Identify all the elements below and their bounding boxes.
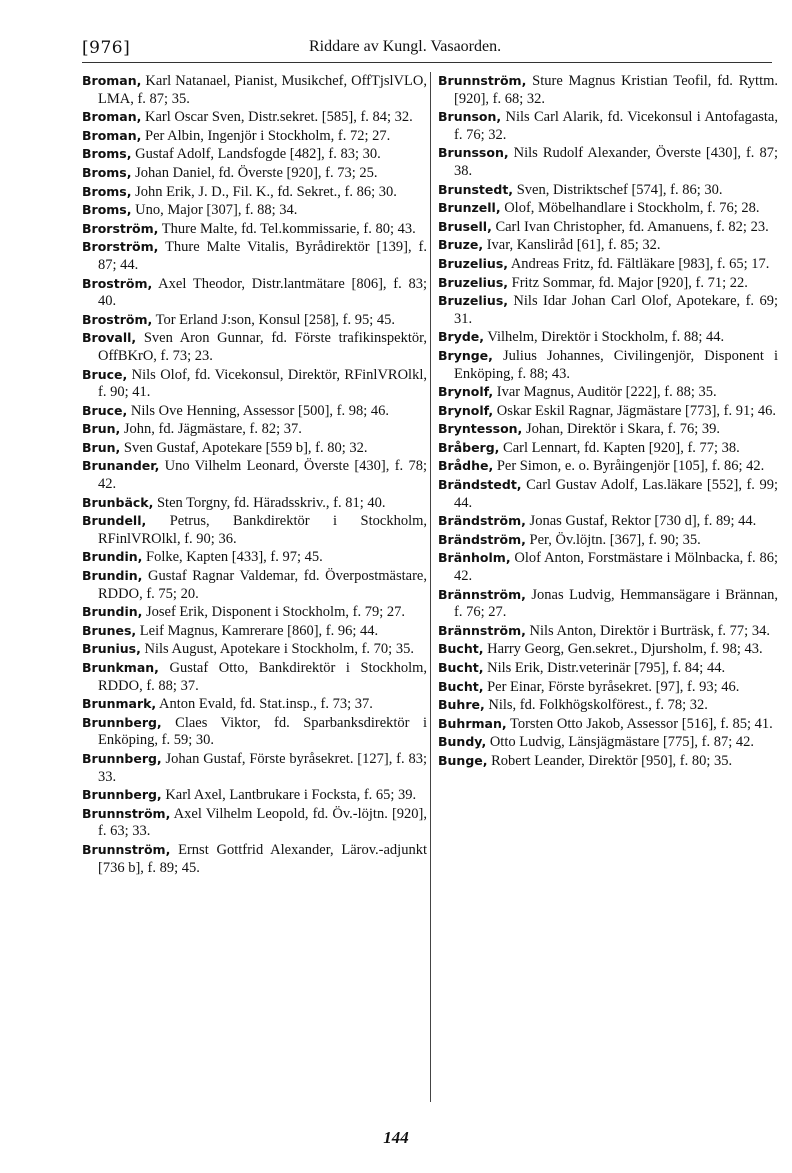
entry-details: Johan, Direktör i Skara, f. 76; 39. — [522, 421, 721, 438]
entry-details: Axel Vilhelm Leopold, fd. Öv.-löjtn. [920], f. 63; 33. — [98, 805, 427, 840]
register-entry — [438, 255, 778, 274]
register-entry — [82, 220, 427, 239]
entry-details: Karl Oscar Sven, Distr.sekret. [585], f. 84; 32. — [141, 109, 413, 126]
register-entry — [82, 311, 427, 330]
footer-page-number: 144 — [383, 1128, 409, 1147]
entry-surname: Brunzell, — [438, 200, 501, 216]
register-entry — [82, 145, 427, 164]
entry-surname: Broms, — [82, 164, 132, 180]
register-entry — [438, 218, 778, 237]
entry-details: Jonas Gustaf, Rektor [730 d], f. 89; 44. — [525, 513, 757, 530]
entry-details: Johan Daniel, fd. Överste [920], f. 73; 25. — [131, 164, 378, 181]
entry-surname: Brunnberg, — [82, 787, 162, 803]
register-entry — [438, 72, 778, 108]
entry-surname: Brundell, — [82, 513, 147, 529]
entry-details: Sture Magnus Kristian Teofil, fd. Ryttm. [920], f. 68; 32. — [454, 73, 778, 107]
register-entry — [438, 678, 778, 697]
entry-surname: Broman, — [82, 73, 142, 88]
entry-surname: Brunius, — [82, 641, 141, 657]
entry-details: John, fd. Jägmästare, f. 82; 37. — [120, 421, 302, 438]
entry-details: Olof, Möbelhandlare i Stockholm, f. 76; 28. — [500, 200, 760, 217]
register-entry — [82, 164, 427, 183]
register-entry — [82, 366, 427, 402]
entry-surname: Bucht, — [438, 641, 484, 657]
entry-details: Nils Rudolf Alexander, Överste [430], f. 87; 38. — [454, 145, 778, 179]
entry-details: Per Simon, e. o. Byråingenjör [105], f. 86; 42. — [493, 458, 765, 475]
entry-details: Oskar Eskil Ragnar, Jägmästare [773], f. 91; 46. — [493, 402, 777, 419]
entry-details: Olof Anton, Forstmästare i Mölnbacka, f. 86; 42. — [454, 550, 778, 585]
register-entry — [82, 548, 427, 567]
entry-surname: Brunander, — [82, 458, 160, 474]
entry-surname: Brynolf, — [438, 402, 494, 418]
register-entry — [82, 127, 427, 146]
entry-details: Per, Öv.löjtn. [367], f. 90; 35. — [525, 531, 701, 548]
entry-details: Axel Theodor, Distr.lantmätare [806], f. 83; 40. — [98, 275, 427, 310]
entry-details: Nils Ove Henning, Assessor [500], f. 98; 46. — [127, 402, 390, 419]
register-entry — [82, 841, 427, 877]
register-entry — [438, 439, 778, 458]
entry-details: Sven, Distriktschef [574], f. 86; 30. — [513, 181, 723, 198]
entry-details: Julius Johannes, Civilingenjör, Disponent i Enköping, f. 88; 43. — [454, 347, 778, 382]
entry-surname: Brunsson, — [438, 145, 509, 161]
entry-details: Karl Natanael, Pianist, Musikchef, OffTjslVLO, LMA, f. 87; 35. — [98, 73, 427, 107]
register-entry — [438, 752, 778, 771]
entry-details: Sten Torgny, fd. Häradsskriv., f. 81; 40. — [153, 494, 386, 511]
entry-details: Tor Erland J:son, Konsul [258], f. 95; 45. — [152, 311, 396, 328]
register-entry — [82, 201, 427, 220]
entry-details: Petrus, Bankdirektör i Stockholm, RFinlVROlkl, f. 90; 36. — [98, 513, 427, 547]
entry-surname: Bruce, — [82, 366, 128, 382]
entry-surname: Bruce, — [82, 402, 128, 418]
entry-details: Nils, fd. Folkhögskolförest., f. 78; 32. — [484, 697, 708, 714]
entry-surname: Brynolf, — [438, 384, 494, 400]
register-entry — [438, 457, 778, 476]
entry-details: Vilhelm, Direktör i Stockholm, f. 88; 44. — [484, 329, 725, 346]
register-entry — [438, 476, 778, 512]
entry-surname: Broms, — [82, 146, 132, 162]
register-entry — [82, 108, 427, 127]
register-entry — [438, 549, 778, 585]
register-entry — [438, 512, 778, 531]
entry-surname: Bryntesson, — [438, 421, 523, 437]
entry-details: Carl Gustav Adolf, Las.läkare [552], f. 99; 44. — [454, 477, 778, 511]
entry-details: Sven Aron Gunnar, fd. Förste trafikinspektör, OffBKrO, f. 73; 23. — [98, 330, 427, 364]
entry-details: Andreas Fritz, fd. Fältläkare [983], f. 65; 17. — [508, 255, 770, 272]
register-entry — [438, 292, 778, 328]
register-entry — [82, 695, 427, 714]
entry-surname: Bryde, — [438, 329, 485, 345]
register-entry — [82, 72, 427, 108]
entry-surname: Brynge, — [438, 347, 493, 363]
entry-surname: Brundin, — [82, 549, 143, 565]
register-entry — [438, 640, 778, 659]
entry-surname: Brorström, — [82, 220, 159, 236]
entry-surname: Brunbäck, — [82, 494, 154, 510]
register-entry — [82, 402, 427, 421]
entry-surname: Brunnström, — [438, 73, 527, 88]
entry-surname: Brännström, — [438, 622, 526, 638]
entry-details: John Erik, J. D., Fil. K., fd. Sekret., f. 86; 30. — [131, 183, 397, 200]
entry-surname: Brunnström, — [82, 805, 171, 821]
entry-details: Otto Ludvig, Länsjägmästare [775], f. 87; 42. — [486, 734, 754, 751]
entry-surname: Broström, — [82, 275, 153, 291]
entry-details: Thure Malte, fd. Tel.kommissarie, f. 80; 43. — [158, 220, 416, 237]
right-column — [438, 72, 778, 771]
register-entry — [82, 439, 427, 458]
register-entry — [82, 329, 427, 365]
entry-surname: Bruzelius, — [438, 274, 509, 290]
entry-surname: Brunmark, — [82, 696, 157, 712]
entry-surname: Bucht, — [438, 678, 484, 694]
register-entry — [438, 420, 778, 439]
entry-surname: Broms, — [82, 183, 132, 199]
register-entry — [82, 805, 427, 841]
register-entry — [438, 586, 778, 622]
entry-surname: Broman, — [82, 127, 142, 143]
entry-surname: Buhrman, — [438, 715, 507, 731]
entry-surname: Bränholm, — [438, 550, 511, 566]
two-column-register — [82, 72, 778, 1112]
entry-surname: Brovall, — [82, 330, 137, 346]
entry-details: Per Einar, Förste byråsekret. [97], f. 93; 46. — [483, 678, 740, 695]
register-entry — [82, 183, 427, 202]
entry-surname: Brorström, — [82, 239, 159, 255]
register-entry — [438, 383, 778, 402]
register-entry — [82, 512, 427, 548]
entry-details: Johan Gustaf, Förste byråsekret. [127], f. 83; 33. — [98, 750, 427, 785]
entry-details: Robert Leander, Direktör [950], f. 80; 35. — [487, 752, 733, 769]
column-divider — [430, 72, 431, 1102]
entry-surname: Buhre, — [438, 697, 485, 713]
entry-details: Ivar, Kanslіråd [61], f. 85; 32. — [483, 237, 661, 254]
register-entry — [438, 347, 778, 383]
entry-details: Claes Viktor, fd. Sparbanksdirektör i Enköping, f. 59; 30. — [98, 714, 427, 749]
entry-details: Leif Magnus, Kamrerare [860], f. 96; 44. — [136, 622, 379, 639]
entry-surname: Brunes, — [82, 622, 137, 638]
entry-details: Folke, Kapten [433], f. 97; 45. — [142, 549, 323, 566]
entry-details: Uno, Major [307], f. 88; 34. — [131, 202, 298, 219]
register-entry — [82, 420, 427, 439]
register-entry — [438, 733, 778, 752]
entry-details: Carl Lennart, fd. Kapten [920], f. 77; 38. — [499, 439, 740, 456]
entry-surname: Broman, — [82, 109, 142, 125]
entry-details: Uno Vilhelm Leonard, Överste [430], f. 78; 42. — [98, 458, 427, 493]
bracket-page-number: [976] — [82, 38, 131, 58]
entry-surname: Broström, — [82, 311, 153, 327]
entry-details: Josef Erik, Disponent i Stockholm, f. 79; 27. — [142, 604, 405, 621]
entry-surname: Brunkman, — [82, 660, 159, 675]
entry-details: Nils Olof, fd. Vicekonsul, Direktör, RFinlVROlkl, f. 90; 41. — [98, 366, 427, 401]
entry-details: Nils Erik, Distr.veterinär [795], f. 84; 44. — [483, 660, 726, 676]
register-entry — [438, 402, 778, 421]
register-entry — [438, 181, 778, 200]
register-entry — [82, 494, 427, 513]
register-entry — [438, 274, 778, 293]
register-entry — [438, 236, 778, 255]
register-entry — [438, 696, 778, 715]
entry-surname: Brunstedt, — [438, 181, 514, 197]
entry-surname: Brännström, — [438, 586, 526, 602]
entry-surname: Brådhe, — [438, 458, 494, 474]
register-entry — [82, 603, 427, 622]
register-entry — [438, 715, 778, 734]
entry-surname: Bundy, — [438, 734, 487, 750]
entry-surname: Brusell, — [438, 218, 492, 234]
register-entry — [438, 144, 778, 180]
entry-surname: Bruze, — [438, 237, 484, 253]
entry-details: Nils Carl Alarik, fd. Vicekonsul i Antofagasta, f. 76; 32. — [454, 109, 778, 143]
entry-details: Anton Evald, fd. Stat.insp., f. 73; 37. — [156, 696, 373, 713]
entry-details: Harry Georg, Gen.sekret., Djursholm, f. 98; 43. — [483, 641, 763, 658]
entry-surname: Brändstedt, — [438, 477, 522, 493]
register-entry — [438, 199, 778, 218]
entry-surname: Bråberg, — [438, 439, 500, 455]
register-entry — [82, 622, 427, 641]
entry-details: Nils Anton, Direktör i Burträsk, f. 77; 34. — [525, 622, 770, 639]
entry-details: Karl Axel, Lantbrukare i Focksta, f. 65; 39. — [161, 787, 417, 804]
entry-details: Sven Gustaf, Apotekare [559 b], f. 80; 32. — [120, 439, 368, 456]
register-entry — [438, 108, 778, 144]
entry-details: Gustaf Adolf, Landsfogde [482], f. 83; 30. — [131, 146, 381, 163]
entry-details: Thure Malte Vitalis, Byrådirektör [139], f. 87; 44. — [98, 239, 427, 273]
register-entry — [82, 786, 427, 805]
entry-surname: Brunnström, — [82, 841, 171, 857]
entry-details: Gustaf Otto, Bankdirektör i Stockholm, RDDO, f. 88; 37. — [98, 660, 427, 694]
register-entry — [82, 750, 427, 786]
register-entry — [438, 328, 778, 347]
running-title: Riddare av Kungl. Vasaorden. — [309, 38, 502, 55]
entry-surname: Brundin, — [82, 604, 143, 620]
entry-surname: Broms, — [82, 202, 132, 218]
register-entry — [82, 275, 427, 311]
register-entry — [82, 457, 427, 493]
entry-surname: Brundin, — [82, 568, 143, 584]
entry-surname: Brunnberg, — [82, 714, 162, 730]
left-column — [82, 72, 427, 877]
entry-details: Per Albin, Ingenjör i Stockholm, f. 72; 27. — [141, 127, 391, 144]
entry-surname: Bucht, — [438, 660, 484, 675]
entry-details: Nils Idar Johan Carl Olof, Apotekare, f. 69; 31. — [454, 293, 778, 327]
entry-details: Nils August, Apotekare i Stockholm, f. 70; 35. — [140, 641, 414, 658]
entry-surname: Bunge, — [438, 752, 488, 768]
entry-details: Jonas Ludvig, Hemmansägare i Brännan, f. 76; 27. — [454, 586, 778, 621]
entry-details: Torsten Otto Jakob, Assessor [516], f. 85; 41. — [506, 715, 773, 732]
entry-details: Ivar Magnus, Auditör [222], f. 88; 35. — [493, 384, 717, 401]
register-entry — [438, 659, 778, 678]
register-entry — [438, 531, 778, 550]
entry-details: Carl Ivan Christopher, fd. Amanuens, f. 82; 23. — [491, 218, 769, 235]
page-header — [82, 36, 772, 63]
entry-surname: Brändström, — [438, 513, 526, 529]
entry-details: Gustaf Ragnar Valdemar, fd. Överpostmästare, RDDO, f. 75; 20. — [98, 568, 427, 602]
entry-surname: Brunson, — [438, 109, 502, 125]
register-entry — [82, 567, 427, 603]
register-entry — [82, 238, 427, 274]
entry-surname: Brun, — [82, 421, 121, 437]
entry-details: Fritz Sommar, fd. Major [920], f. 71; 22. — [508, 274, 748, 291]
register-entry — [82, 714, 427, 750]
entry-surname: Brun, — [82, 439, 121, 455]
entry-surname: Brunnberg, — [82, 750, 162, 766]
register-entry — [82, 640, 427, 659]
entry-surname: Bruzelius, — [438, 293, 509, 309]
entry-surname: Brändström, — [438, 531, 526, 547]
register-entry — [82, 659, 427, 695]
entry-surname: Bruzelius, — [438, 255, 509, 271]
entry-details: Ernst Gottfrid Alexander, Lärov.-adjunkt [736 b], f. 89; 45. — [98, 841, 427, 876]
register-entry — [438, 622, 778, 641]
